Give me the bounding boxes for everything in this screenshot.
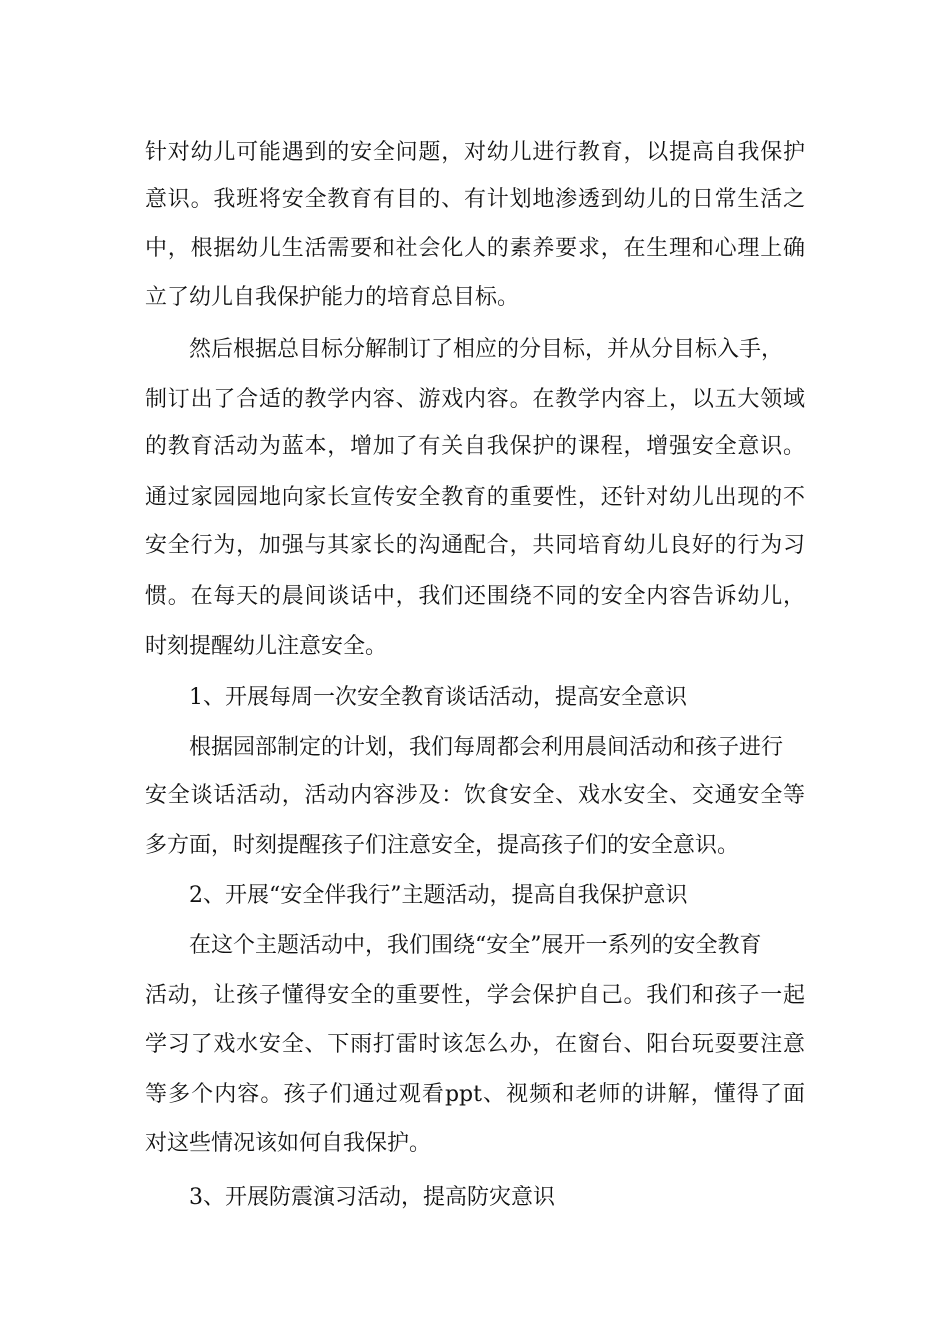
paragraph-line: 然后根据总目标分解制订了相应的分目标，并从分目标入手， [189, 337, 784, 362]
paragraph-line: 立了幼儿自我保护能力的培育总目标。 [145, 285, 520, 310]
paragraph-line: 制订出了合适的教学内容、游戏内容。在教学内容上，以五大领域 [145, 387, 805, 412]
section-heading: 1、开展每周一次安全教育谈话活动，提高安全意识 [189, 685, 687, 710]
paragraph-line: 针对幼儿可能遇到的安全问题，对幼儿进行教育，以提高自我保护 [145, 140, 805, 165]
paragraph-line: 的教育活动为蓝本，增加了有关自我保护的课程，增强安全意识。 [145, 434, 805, 459]
paragraph-line: 学习了戏水安全、下雨打雷时该怎么办，在窗台、阳台玩耍要注意 [145, 1032, 805, 1057]
section-heading: 2、开展“安全伴我行”主题活动，提高自我保护意识 [189, 883, 688, 908]
section-heading: 3、开展防震演习活动，提高防灾意识 [189, 1185, 555, 1210]
paragraph-line: 对这些情况该如何自我保护。 [145, 1131, 432, 1156]
paragraph-line: 多方面，时刻提醒孩子们注意安全，提高孩子们的安全意识。 [145, 833, 740, 858]
paragraph-line: 惯。在每天的晨间谈话中，我们还围绕不同的安全内容告诉幼儿， [145, 584, 805, 609]
paragraph-line: 活动，让孩子懂得安全的重要性，学会保护自己。我们和孩子一起 [145, 983, 805, 1008]
paragraph-line: 等多个内容。孩子们通过观看ppt、视频和老师的讲解，懂得了面 [145, 1082, 805, 1107]
paragraph-line: 通过家园园地向家长宣传安全教育的重要性，还针对幼儿出现的不 [145, 485, 805, 510]
paragraph-line: 根据园部制定的计划，我们每周都会利用晨间活动和孩子进行 [189, 735, 784, 760]
paragraph-line: 时刻提醒幼儿注意安全。 [145, 634, 388, 659]
paragraph-line: 在这个主题活动中，我们围绕“安全”展开一系列的安全教育 [189, 933, 762, 958]
paragraph-line: 中，根据幼儿生活需要和社会化人的素养要求，在生理和心理上确 [145, 236, 805, 261]
paragraph-line: 意识。我班将安全教育有目的、有计划地渗透到幼儿的日常生活之 [145, 187, 805, 212]
paragraph-line: 安全谈话活动，活动内容涉及：饮食安全、戏水安全、交通安全等 [145, 783, 805, 808]
paragraph-line: 安全行为，加强与其家长的沟通配合，共同培育幼儿良好的行为习 [145, 533, 805, 558]
